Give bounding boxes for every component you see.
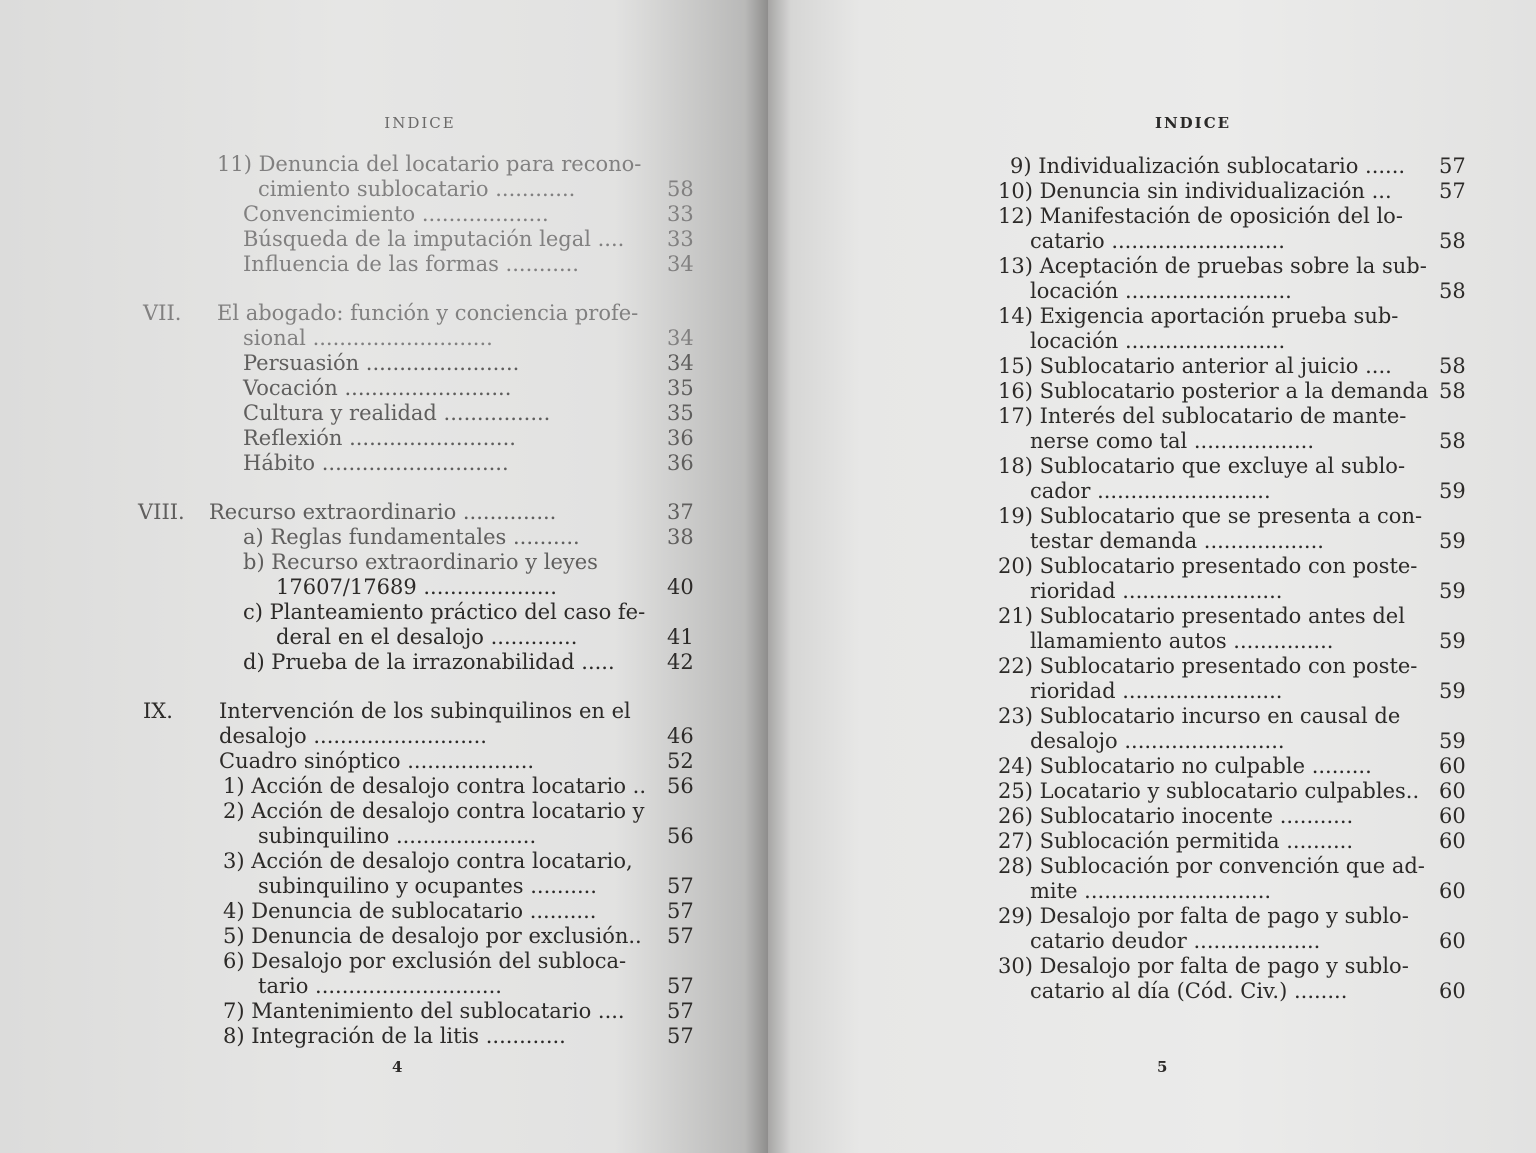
toc-entry (0, 426, 720, 451)
toc-entry-title: 20) Sublocatario presentado con poste- (998, 554, 1418, 578)
toc-entry-title: sional ........................... (243, 326, 493, 350)
toc-entry (0, 451, 720, 476)
toc-entry (768, 179, 1488, 204)
toc-entry (768, 929, 1488, 954)
toc-entry (768, 654, 1488, 679)
toc-entry-title: subinquilino y ocupantes .......... (258, 874, 597, 898)
toc-entry-title: 22) Sublocatario presentado con poste- (998, 654, 1418, 678)
toc-entry (0, 774, 720, 799)
toc-entry-page: 33 (667, 227, 694, 251)
toc-entry-page: 37 (667, 500, 694, 524)
toc-entry (0, 1024, 720, 1049)
toc-entry (768, 329, 1488, 354)
toc-entry-title: Hábito ............................ (243, 451, 509, 475)
toc-entry (0, 202, 720, 227)
toc-entry-title: El abogado: función y conciencia profe- (217, 301, 639, 325)
toc-entry-title: Persuasión ....................... (243, 351, 520, 375)
toc-entry-title: 7) Mantenimiento del sublocatario .... (223, 999, 625, 1023)
toc-entry (768, 954, 1488, 979)
toc-entry-title: desalojo ........................ (1030, 729, 1285, 753)
toc-entry (0, 252, 720, 277)
toc-entry (0, 525, 720, 550)
toc-entry-page: 59 (1439, 729, 1466, 753)
toc-entry-title: 29) Desalojo por falta de pago y sublo- (998, 904, 1409, 928)
toc-entry-title: b) Recurso extraordinario y leyes (243, 550, 598, 574)
toc-entry (768, 379, 1488, 404)
toc-entry (768, 604, 1488, 629)
toc-entry (0, 227, 720, 252)
toc-entry-title: 8) Integración de la litis ............ (223, 1024, 566, 1048)
toc-entry-page: 58 (1439, 354, 1466, 378)
toc-entry-title: 27) Sublocación permitida .......... (998, 829, 1353, 853)
toc-entry-title: catario deudor ................... (1030, 929, 1321, 953)
toc-entry-title: 2) Acción de desalojo contra locatario y (223, 799, 645, 823)
toc-entry-page: 34 (667, 326, 694, 350)
right-page-number: 5 (1157, 1058, 1168, 1076)
toc-entry-title: nerse como tal .................. (1030, 429, 1315, 453)
toc-entry-title: desalojo .......................... (219, 724, 487, 748)
toc-entry-title: 3) Acción de desalojo contra locatario, (223, 849, 633, 873)
toc-entry-page: 58 (1439, 229, 1466, 253)
toc-entry (0, 924, 720, 949)
toc-entry-page: 59 (1439, 679, 1466, 703)
toc-entry-page: 35 (667, 401, 694, 425)
toc-entry-title: catario al día (Cód. Civ.) ........ (1030, 979, 1348, 1003)
toc-entry (768, 679, 1488, 704)
toc-entry-title: 9) Individualización sublocatario ...... (1010, 154, 1406, 178)
toc-entry (768, 579, 1488, 604)
toc-section-number: VIII. (138, 500, 185, 524)
toc-entry-page: 59 (1439, 579, 1466, 603)
left-toc-list (0, 152, 720, 1049)
toc-entry-page: 36 (667, 451, 694, 475)
toc-entry (0, 999, 720, 1024)
toc-entry-title: cador .......................... (1030, 479, 1271, 503)
toc-spacer (0, 675, 720, 699)
toc-entry (768, 154, 1488, 179)
toc-entry (0, 749, 720, 774)
toc-entry-page: 58 (1439, 279, 1466, 303)
toc-entry-title: a) Reglas fundamentales .......... (243, 525, 580, 549)
toc-spacer (0, 277, 720, 301)
toc-entry-title: 10) Denuncia sin individualización ... (998, 179, 1392, 203)
toc-entry-title: 24) Sublocatario no culpable ......... (998, 754, 1372, 778)
toc-entry-title: 23) Sublocatario incurso en causal de (998, 704, 1401, 728)
toc-section-number: VII. (143, 301, 182, 325)
toc-entry (768, 479, 1488, 504)
toc-entry-title: 1) Acción de desalojo contra locatario .. (223, 774, 647, 798)
toc-entry (768, 454, 1488, 479)
left-page-header: INDICE (384, 114, 456, 132)
toc-entry-page: 59 (1439, 479, 1466, 503)
toc-entry-page: 58 (1439, 379, 1466, 403)
toc-entry-title: testar demanda .................. (1030, 529, 1324, 553)
toc-entry-page: 36 (667, 426, 694, 450)
toc-entry-title: Vocación ......................... (243, 376, 512, 400)
toc-entry (0, 575, 720, 600)
toc-entry (768, 529, 1488, 554)
toc-entry-page: 58 (1439, 429, 1466, 453)
toc-entry-title: 15) Sublocatario anterior al juicio .... (998, 354, 1392, 378)
toc-entry (768, 229, 1488, 254)
toc-entry-title: Cultura y realidad ................ (243, 401, 551, 425)
toc-entry-page: 59 (1439, 529, 1466, 553)
toc-entry-page: 57 (667, 1024, 694, 1048)
toc-entry-page: 34 (667, 351, 694, 375)
toc-entry-title: 26) Sublocatario inocente ........... (998, 804, 1354, 828)
toc-entry (768, 404, 1488, 429)
toc-entry (0, 849, 720, 874)
toc-entry (768, 554, 1488, 579)
toc-entry-page: 57 (667, 999, 694, 1023)
toc-entry-page: 46 (667, 724, 694, 748)
toc-entry (0, 650, 720, 675)
toc-entry-title: 11) Denuncia del locatario para recono- (217, 152, 642, 176)
toc-entry (768, 979, 1488, 1004)
right-toc-list (768, 154, 1488, 1004)
toc-entry-page: 57 (667, 924, 694, 948)
toc-entry-page: 40 (667, 575, 694, 599)
toc-entry-title: 13) Aceptación de pruebas sobre la sub- (998, 254, 1427, 278)
toc-entry (768, 304, 1488, 329)
toc-entry-title: rioridad ........................ (1030, 679, 1283, 703)
toc-entry-page: 58 (667, 177, 694, 201)
left-page-number: 4 (392, 1058, 403, 1076)
toc-entry-page: 42 (667, 650, 694, 674)
toc-entry-page: 60 (1439, 979, 1466, 1003)
toc-entry (768, 904, 1488, 929)
toc-entry-page: 57 (667, 899, 694, 923)
toc-entry-page: 41 (667, 625, 694, 649)
toc-spacer (0, 476, 720, 500)
toc-entry (768, 504, 1488, 529)
toc-entry (768, 254, 1488, 279)
toc-entry-title: 5) Denuncia de desalojo por exclusión.. (223, 924, 642, 948)
toc-entry-page: 52 (667, 749, 694, 773)
toc-entry-page: 56 (667, 774, 694, 798)
toc-entry-title: 19) Sublocatario que se presenta a con- (998, 504, 1423, 528)
toc-entry-title: mite ............................ (1030, 879, 1272, 903)
toc-entry-page: 57 (1439, 154, 1466, 178)
toc-entry-page: 60 (1439, 754, 1466, 778)
toc-entry (0, 500, 720, 525)
toc-entry-page: 33 (667, 202, 694, 226)
toc-entry (0, 301, 720, 326)
toc-entry-title: 28) Sublocación por convención que ad- (998, 854, 1425, 878)
toc-entry-page: 57 (1439, 179, 1466, 203)
toc-entry (0, 177, 720, 202)
toc-entry (768, 804, 1488, 829)
toc-entry (768, 204, 1488, 229)
toc-entry-title: llamamiento autos ............... (1030, 629, 1334, 653)
toc-entry-title: 6) Desalojo por exclusión del subloca- (223, 949, 627, 973)
toc-entry-title: locación ........................ (1030, 329, 1286, 353)
toc-entry (0, 376, 720, 401)
toc-entry-title: 14) Exigencia aportación prueba sub- (998, 304, 1399, 328)
toc-entry-page: 57 (667, 874, 694, 898)
toc-entry (0, 874, 720, 899)
toc-entry-title: Búsqueda de la imputación legal .... (243, 227, 625, 251)
toc-entry-page: 60 (1439, 804, 1466, 828)
toc-entry (768, 779, 1488, 804)
toc-entry-title: 16) Sublocatario posterior a la demanda (998, 379, 1429, 403)
toc-entry-title: 17) Interés del sublocatario de mante- (998, 404, 1407, 428)
toc-entry-page: 60 (1439, 779, 1466, 803)
toc-entry-page: 57 (667, 974, 694, 998)
toc-entry-title: 18) Sublocatario que excluye al sublo- (998, 454, 1406, 478)
toc-entry-title: 17607/17689 .................... (276, 575, 557, 599)
toc-entry (0, 550, 720, 575)
toc-entry (768, 354, 1488, 379)
toc-entry (0, 326, 720, 351)
toc-entry-page: 56 (667, 824, 694, 848)
toc-entry-title: c) Planteamiento práctico del caso fe- (243, 600, 646, 624)
toc-entry-title: locación ......................... (1030, 279, 1292, 303)
toc-entry-title: Recurso extraordinario .............. (209, 500, 557, 524)
toc-entry-title: 4) Denuncia de sublocatario .......... (223, 899, 597, 923)
toc-entry (0, 974, 720, 999)
toc-entry (0, 351, 720, 376)
toc-entry (768, 879, 1488, 904)
toc-entry (0, 724, 720, 749)
toc-entry (0, 799, 720, 824)
toc-entry-title: Influencia de las formas ........... (243, 252, 579, 276)
toc-entry-title: deral en el desalojo ............. (276, 625, 578, 649)
toc-entry (0, 625, 720, 650)
toc-entry (768, 829, 1488, 854)
toc-entry-page: 38 (667, 525, 694, 549)
toc-entry-title: Reflexión ......................... (243, 426, 516, 450)
toc-entry (768, 704, 1488, 729)
toc-entry-title: catario .......................... (1030, 229, 1285, 253)
toc-entry-title: Cuadro sinóptico ................... (219, 749, 535, 773)
toc-entry-title: 21) Sublocatario presentado antes del (998, 604, 1405, 628)
toc-entry-page: 34 (667, 252, 694, 276)
toc-entry-title: 30) Desalojo por falta de pago y sublo- (998, 954, 1409, 978)
right-page (768, 0, 1536, 1153)
toc-entry-title: Convencimiento ................... (243, 202, 549, 226)
toc-entry (768, 279, 1488, 304)
toc-entry-page: 35 (667, 376, 694, 400)
right-page-header: INDICE (1154, 114, 1232, 132)
toc-entry (768, 729, 1488, 754)
toc-entry (0, 152, 720, 177)
toc-entry-page: 60 (1439, 829, 1466, 853)
toc-entry (768, 754, 1488, 779)
toc-entry-title: cimiento sublocatario ............ (258, 177, 576, 201)
toc-entry (0, 949, 720, 974)
toc-entry-page: 60 (1439, 879, 1466, 903)
toc-entry (0, 600, 720, 625)
toc-section-number: IX. (143, 699, 173, 723)
toc-entry-title: 12) Manifestación de oposición del lo- (998, 204, 1403, 228)
toc-entry-title: Intervención de los subinquilinos en el (219, 699, 631, 723)
toc-entry (0, 899, 720, 924)
toc-entry (768, 854, 1488, 879)
toc-entry (0, 699, 720, 724)
toc-entry-title: tario ............................ (258, 974, 502, 998)
toc-entry-page: 59 (1439, 629, 1466, 653)
toc-entry (0, 824, 720, 849)
toc-entry-title: rioridad ........................ (1030, 579, 1283, 603)
toc-entry-title: 25) Locatario y sublocatario culpables.. (998, 779, 1420, 803)
toc-entry-page: 60 (1439, 929, 1466, 953)
toc-entry-title: subinquilino ..................... (258, 824, 537, 848)
toc-entry (0, 401, 720, 426)
toc-entry-title: d) Prueba de la irrazonabilidad ..... (243, 650, 615, 674)
toc-entry (768, 629, 1488, 654)
toc-entry (768, 429, 1488, 454)
